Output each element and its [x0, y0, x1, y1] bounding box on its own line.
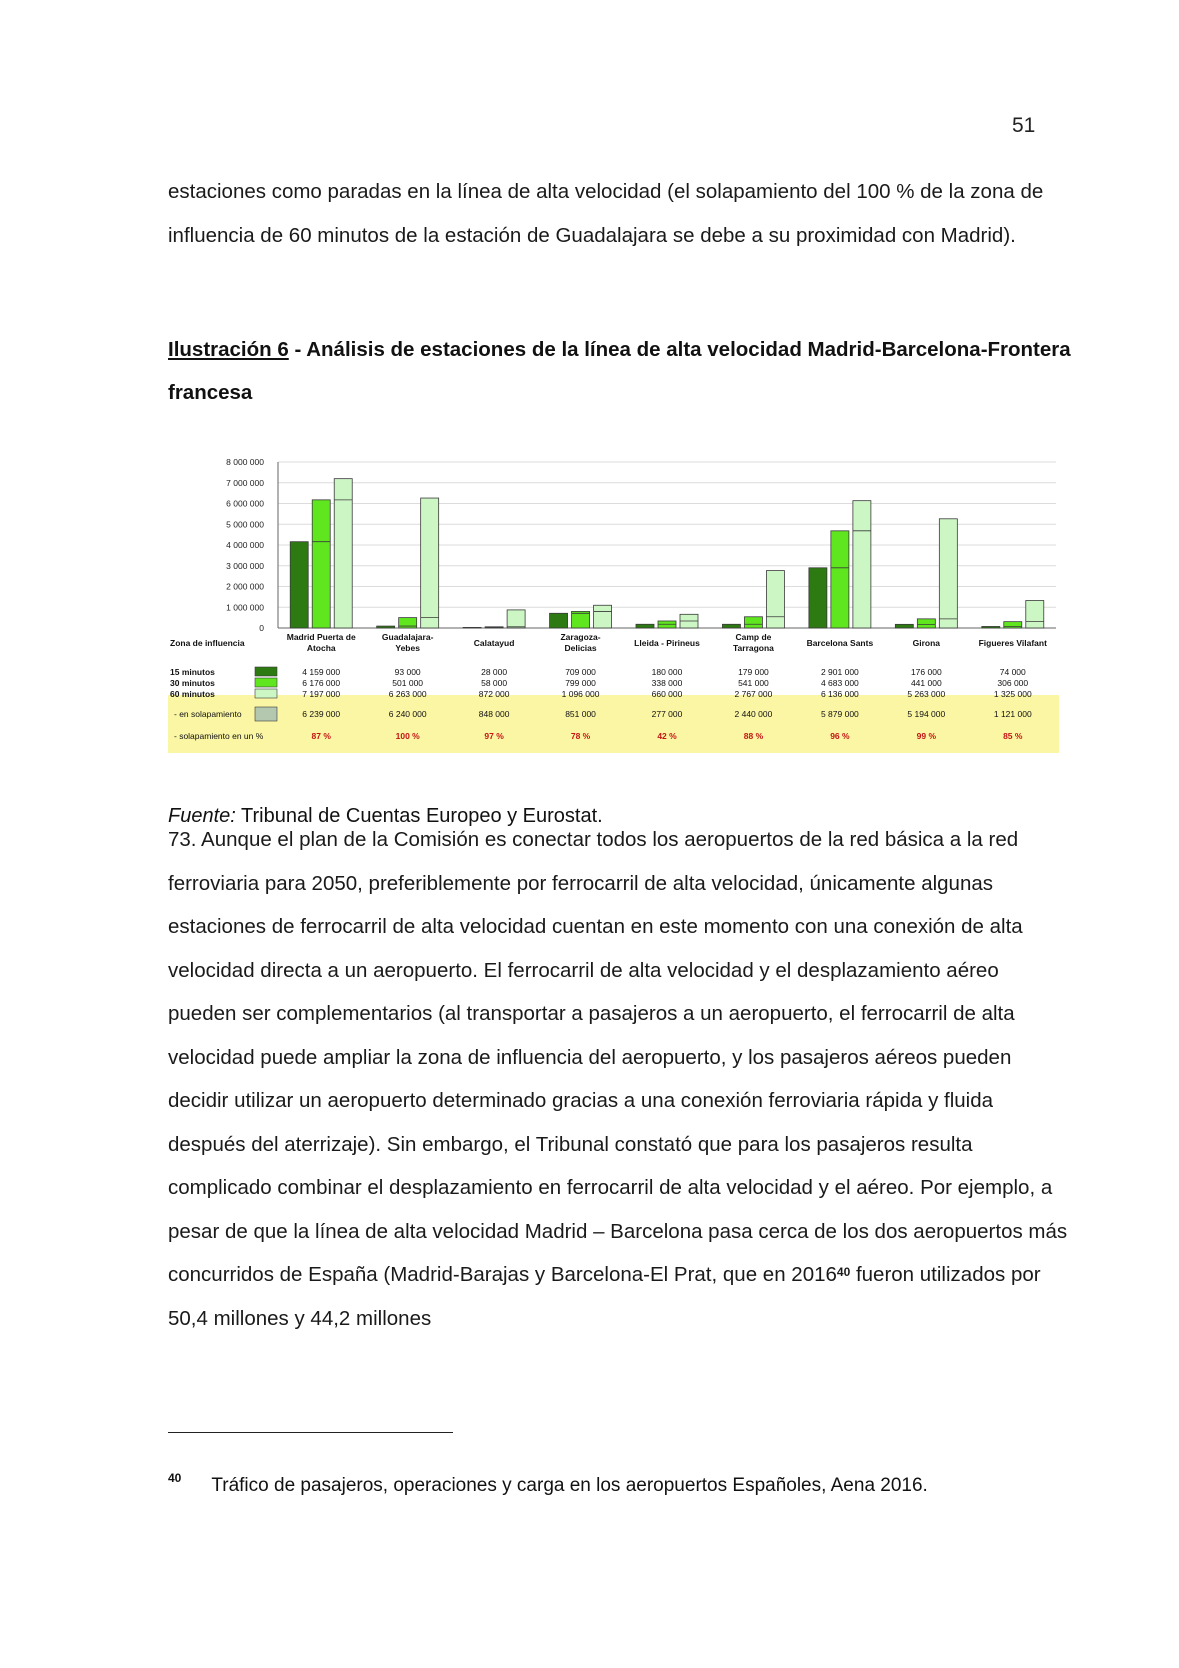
bar: [550, 613, 568, 628]
table-row-label: 15 minutos: [170, 667, 215, 677]
footnote-ref: 40: [836, 1265, 851, 1279]
paragraph-73-text: [168, 818, 1068, 1340]
table-cell: 7 197 000: [302, 689, 341, 699]
table-cell: 179 000: [738, 667, 769, 677]
intro-text: estaciones como paradas en la línea de alta velocidad (el solapamiento del 100 % de la zona de influencia de 60 minutos de la estación de Guadalajara se debe a su proximidad con Madrid).: [168, 180, 1044, 247]
bar: [982, 626, 1000, 628]
category-label: Madrid Puerta de: [286, 632, 356, 642]
x-axis-label: Zona de influencia: [170, 638, 245, 648]
table-cell: 74 000: [999, 667, 1026, 677]
percentage-cell: 97 %: [484, 731, 504, 741]
table-cell: 1 325 000: [993, 689, 1032, 699]
table-cell: 5 263 000: [907, 689, 946, 699]
table-cell: 709 000: [565, 667, 596, 677]
paragraph-73-text-a: 73. Aunque el plan de la Comisión es conectar todos los aeropuertos de la red básica a la red ferroviaria para 2050, preferiblemente por ferrocarril de alta velocidad, únicamente algunas estaciones de ferrocarril de alta velocidad cuentan en este momento con una conexión de alta velocidad directa a un aeropuerto. El ferrocarril de alta velocidad y el desplazamiento aéreo pueden ser complementarios (al transportar a pasajeros a un aeropuerto, el ferrocarril de alta velocidad puede ampliar la zona de influencia del aeropuerto, y los pasajeros aéreos pueden decidir utilizar un aeropuerto determinado gracias a una conexión ferroviaria rápida y fluida después del aterrizaje). Sin embargo, el Tribunal constató que para los pasajeros resulta complicado combinar el desplazamiento en ferrocarril de alta velocidad y el aéreo. Por ejemplo, a pesar de que la línea de alta velocidad Madrid – Barcelona pasa cerca de los dos aeropuertos más concurridos de España (Madrid-Barajas y Barcelona-El Prat, que en 2016: [168, 828, 1068, 1286]
bar: [1004, 622, 1022, 628]
legend-swatch: [255, 678, 277, 687]
table-cell: 2 440 000: [734, 709, 773, 719]
bar: [594, 605, 612, 628]
bar: [744, 617, 762, 628]
y-tick-label: 6 000 000: [226, 498, 264, 509]
bar: [507, 610, 525, 628]
bar: [463, 627, 481, 628]
percentage-cell: 100 %: [395, 731, 420, 741]
bar: [377, 626, 395, 628]
y-tick-label: 8 000 000: [226, 457, 264, 467]
y-tick-label: 5 000 000: [226, 519, 264, 530]
footnote-divider: [168, 1432, 453, 1433]
category-label: Barcelona Sants: [806, 638, 874, 648]
category-label: Zaragoza-: [560, 632, 601, 642]
table-highlight-band: [168, 695, 1059, 753]
table-cell: 541 000: [738, 678, 769, 688]
bar: [334, 479, 352, 628]
bar: [766, 571, 784, 628]
legend-swatch: [255, 707, 277, 721]
table-cell: 5 879 000: [820, 709, 859, 719]
bar: [831, 531, 849, 628]
y-tick-label: 2 000 000: [226, 581, 264, 592]
table-cell: 2 901 000: [820, 667, 859, 677]
table-cell: 28 000: [481, 667, 508, 677]
table-row-label: - en solapamiento: [174, 709, 242, 719]
table-cell: 93 000: [394, 667, 421, 677]
table-cell: 6 240 000: [388, 709, 427, 719]
bar: [312, 500, 330, 628]
table-cell: 1 121 000: [993, 709, 1032, 719]
bar: [1026, 601, 1044, 628]
table-cell: 2 767 000: [734, 689, 773, 699]
table-cell: 58 000: [481, 678, 508, 688]
source-text: Tribunal de Cuentas Europeo y Eurostat.: [235, 805, 603, 827]
y-tick-label: 0: [259, 623, 264, 633]
table-row-label: 60 minutos: [170, 689, 215, 699]
bar: [809, 568, 827, 628]
figure-caption: [168, 328, 1088, 414]
bar: [572, 611, 590, 628]
bar-chart: [168, 440, 1063, 770]
caption-title: - Análisis de estaciones de la línea de alta velocidad Madrid-Barcelona-Frontera francesa: [168, 338, 1071, 404]
percentage-cell: 42 %: [657, 731, 677, 741]
y-tick-label: 7 000 000: [226, 477, 264, 488]
table-cell: 6 263 000: [388, 689, 427, 699]
caption-label: Ilustración 6: [168, 338, 289, 361]
bar: [722, 624, 740, 628]
table-cell: 6 176 000: [302, 678, 341, 688]
category-label: Lleida - Pirineus: [634, 638, 700, 648]
footnote: [168, 1471, 928, 1497]
table-cell: 180 000: [651, 667, 683, 677]
table-cell: 1 096 000: [561, 689, 600, 699]
bar: [917, 619, 935, 628]
category-label: Yebes: [395, 643, 420, 653]
source-label: Fuente:: [168, 805, 236, 827]
table-cell: 872 000: [478, 689, 510, 699]
y-tick-label: 1 000 000: [226, 602, 264, 613]
table-cell: 441 000: [910, 678, 942, 688]
table-cell: 660 000: [651, 689, 683, 699]
percentage-cell: 88 %: [743, 731, 764, 741]
table-cell: 338 000: [651, 678, 683, 688]
table-cell: 4 159 000: [302, 667, 341, 677]
intro-paragraph: [168, 170, 1068, 257]
bar: [939, 519, 957, 628]
category-label: Atocha: [306, 643, 336, 653]
paragraph-73: [168, 818, 1068, 1340]
page-number: 51: [1012, 114, 1036, 137]
y-tick-label: 4 000 000: [226, 540, 264, 550]
percentage-cell: 99 %: [916, 731, 937, 741]
bar: [421, 498, 439, 628]
category-label: Guadalajara-: [381, 632, 434, 642]
category-label: Girona: [912, 638, 941, 648]
category-label: Delicias: [564, 643, 597, 653]
bar: [853, 501, 871, 628]
percentage-cell: 96 %: [830, 731, 850, 741]
bar: [895, 624, 913, 628]
bar: [636, 624, 654, 628]
table-cell: 848 000: [478, 709, 510, 719]
legend-swatch: [255, 667, 277, 676]
footnote-number: 40: [168, 1471, 182, 1485]
table-cell: 851 000: [565, 709, 596, 719]
percentage-cell: 85 %: [1003, 731, 1023, 741]
category-label: Camp de: [735, 632, 772, 642]
table-cell: 501 000: [392, 678, 424, 688]
table-cell: 176 000: [910, 667, 942, 677]
category-label: Tarragona: [732, 643, 774, 653]
table-cell: 6 136 000: [820, 689, 859, 699]
percentage-cell: 87 %: [311, 731, 331, 741]
percentage-cell: 78 %: [570, 731, 591, 741]
table-cell: 5 194 000: [907, 709, 946, 719]
paragraph-73-text-b: fueron utilizados por 50,4 millones y 44,2 millones: [168, 1263, 1041, 1330]
bar: [290, 542, 308, 628]
table-cell: 4 683 000: [820, 678, 859, 688]
table-cell: 799 000: [565, 678, 596, 688]
table-row-label: 30 minutos: [170, 678, 215, 688]
footnote-text: Tráfico de pasajeros, operaciones y carga en los aeropuertos Españoles, Aena 2016.: [211, 1475, 928, 1496]
legend-swatch: [255, 689, 277, 698]
y-tick-label: 3 000 000: [226, 560, 264, 571]
table-cell: 277 000: [651, 709, 683, 719]
category-label: Calatayud: [473, 638, 515, 648]
table-cell: 6 239 000: [302, 709, 341, 719]
table-cell: 306 000: [997, 678, 1029, 688]
category-label: Figueres Vilafant: [978, 638, 1047, 648]
table-row-label: - solapamiento en un %: [174, 731, 264, 741]
chart-figure: [168, 440, 1063, 770]
